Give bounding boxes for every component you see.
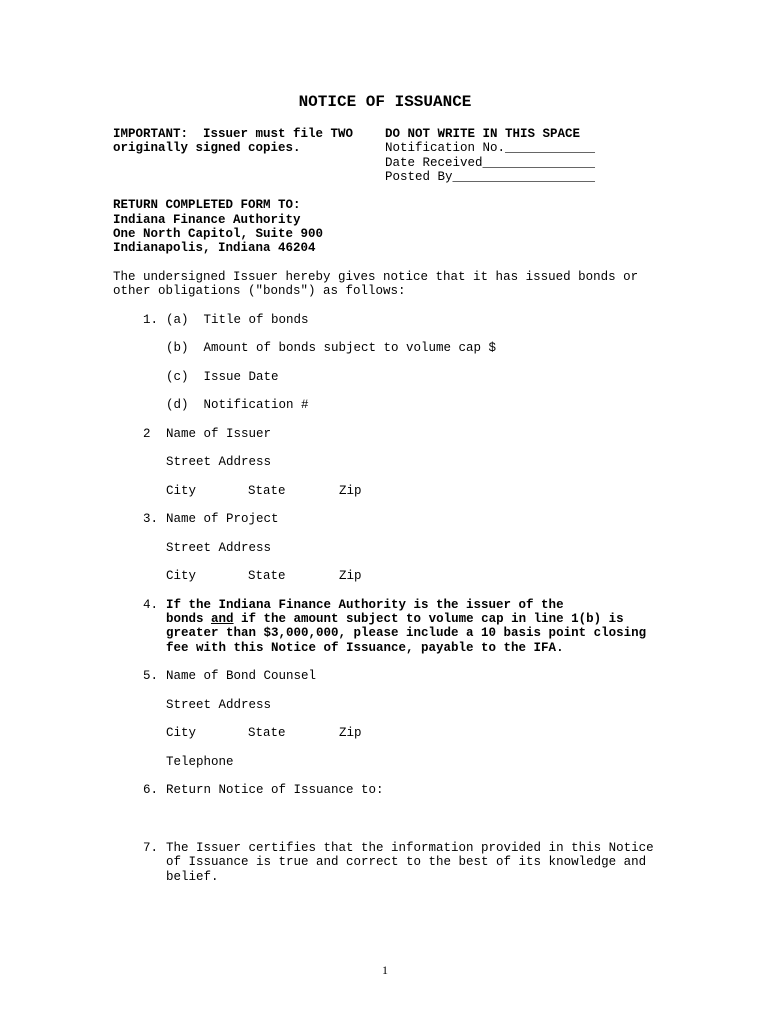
important-note-line2: originally signed copies.	[113, 141, 301, 155]
item5-number: 5.	[143, 669, 159, 683]
office-use-heading: DO NOT WRITE IN THIS SPACE	[385, 127, 581, 141]
return-address-line1: Indiana Finance Authority	[113, 213, 301, 227]
item7-line1: The Issuer certifies that the information provided in this Notice	[166, 841, 654, 855]
item3-city: City	[166, 569, 197, 583]
item1b-amount-of-bonds: (b) Amount of bonds subject to volume cap $	[166, 341, 497, 355]
intro-line2: other obligations ("bonds") as follows:	[113, 284, 406, 298]
item2-city: City	[166, 484, 197, 498]
item5-city: City	[166, 726, 197, 740]
item4-underlined-and: and	[211, 612, 234, 626]
item5-zip: Zip	[339, 726, 362, 740]
item4-line3: greater than $3,000,000, please include a 10 basis point closing	[166, 626, 647, 640]
item3-name-of-project: Name of Project	[166, 512, 279, 526]
important-note-line1: IMPORTANT: Issuer must file TWO	[113, 127, 354, 141]
return-address-line3: Indianapolis, Indiana 46204	[113, 241, 316, 255]
item2-street-address: Street Address	[166, 455, 272, 469]
item2-name-of-issuer: Name of Issuer	[166, 427, 272, 441]
item1c-issue-date: (c) Issue Date	[166, 370, 279, 384]
item2-zip: Zip	[339, 484, 362, 498]
item2-number: 2	[143, 427, 151, 441]
item7-number: 7.	[143, 841, 159, 855]
item5-state: State	[248, 726, 286, 740]
item5-name-of-bond-counsel: Name of Bond Counsel	[166, 669, 317, 683]
item4-line1: If the Indiana Finance Authority is the issuer of the	[166, 598, 564, 612]
item1d-notification-number: (d) Notification #	[166, 398, 309, 412]
item3-number: 3.	[143, 512, 159, 526]
item6-number: 6.	[143, 783, 159, 797]
item7-line3: belief.	[166, 870, 219, 884]
return-address-line2: One North Capitol, Suite 900	[113, 227, 324, 241]
item5-street-address: Street Address	[166, 698, 272, 712]
item3-state: State	[248, 569, 286, 583]
item3-zip: Zip	[339, 569, 362, 583]
item5-telephone: Telephone	[166, 755, 234, 769]
item1a-title-of-bonds: (a) Title of bonds	[166, 313, 309, 327]
item7-line2: of Issuance is true and correct to the best of its knowledge and	[166, 855, 647, 869]
page-number: 1	[382, 963, 388, 977]
item1-number: 1.	[143, 313, 159, 327]
notification-no-field: Notification No.____________	[385, 141, 596, 155]
item6-return-notice-to: Return Notice of Issuance to:	[166, 783, 384, 797]
item2-state: State	[248, 484, 286, 498]
return-to-heading: RETURN COMPLETED FORM TO:	[113, 198, 301, 212]
item4-line2-pre: bonds	[166, 612, 212, 626]
page-title: NOTICE OF ISSUANCE	[298, 93, 472, 111]
item4-line2	[166, 612, 624, 627]
date-received-field: Date Received_______________	[385, 156, 596, 170]
intro-line1: The undersigned Issuer hereby gives notice that it has issued bonds or	[113, 270, 639, 284]
item4-number: 4.	[143, 598, 159, 612]
item4-line2-post: if the amount subject to volume cap in line 1(b) is	[233, 612, 624, 626]
posted-by-field: Posted By___________________	[385, 170, 596, 184]
item3-street-address: Street Address	[166, 541, 272, 555]
item4-line4: fee with this Notice of Issuance, payable to the IFA.	[166, 641, 564, 655]
